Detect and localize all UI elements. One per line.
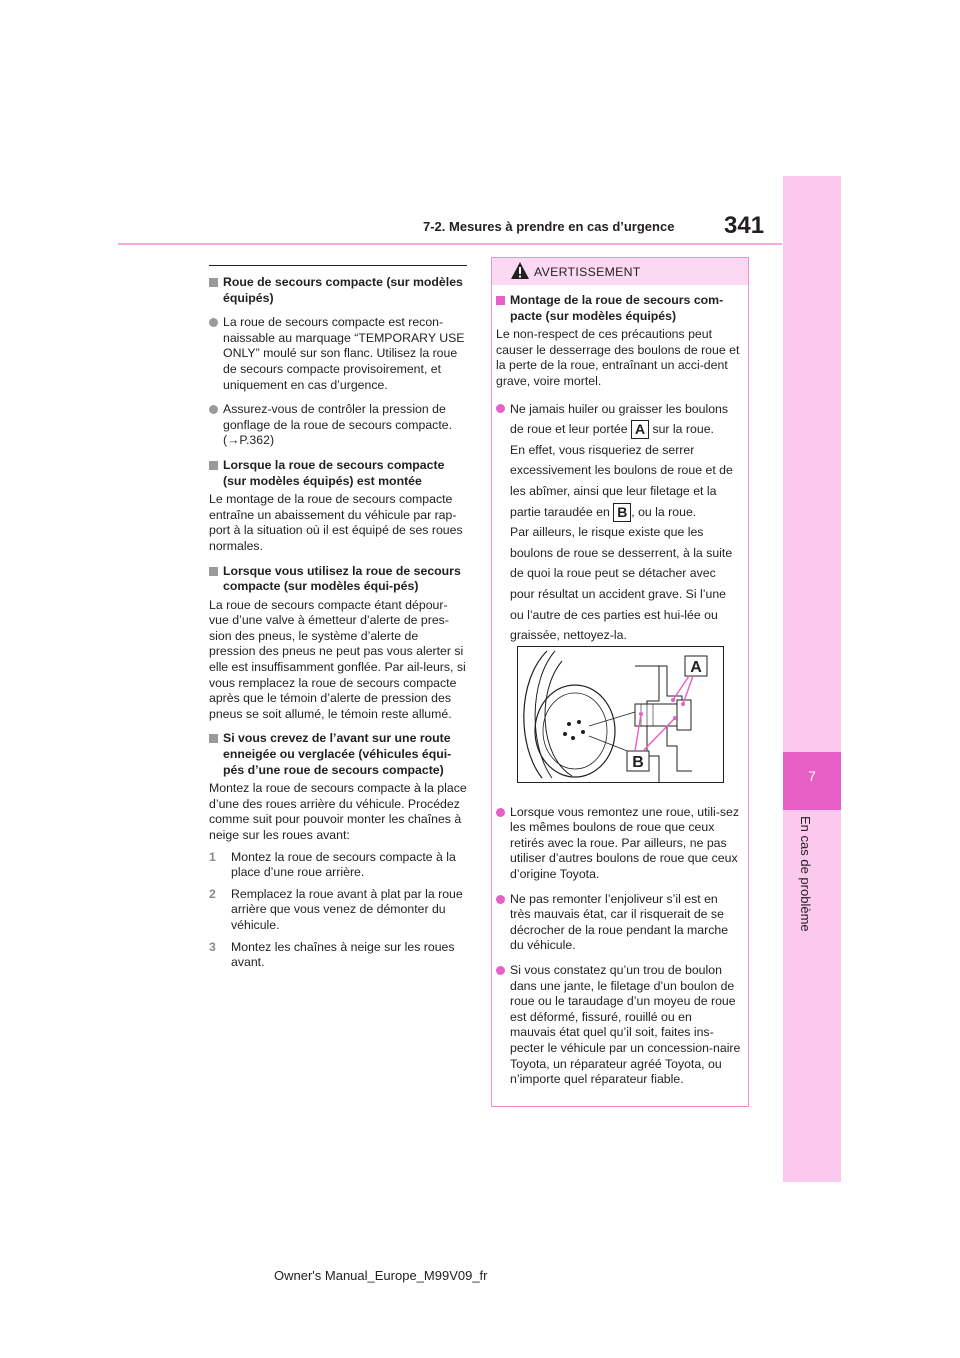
section-title: 7-2. Mesures à prendre en cas d’urgence (423, 219, 675, 234)
step-item (209, 850, 467, 881)
warning-box (491, 257, 749, 1107)
square-bullet-icon (209, 461, 218, 470)
step-number: 1 (209, 849, 216, 864)
paragraph: La roue de secours compacte étant dépour-vue d’une valve à émetteur d’alerte de pres-sion des pneus, le système d’alerte de pression des pneus ne peut pas vous alerter si elle est insuffisamment gonflée. Par ail-leurs, si vous remplacez la roue de secours compacte après que le témoin d’alerte de pression des pneus se soit allumé, le témoin reste allumé. (209, 597, 466, 721)
wheel-bolt-illustration (517, 646, 724, 783)
bullet-dot-icon (496, 966, 505, 975)
diagram-label-a: A (690, 659, 702, 676)
warning-bullet: Lorsque vous remontez une roue, utili-sez les mêmes boulons de roue que ceux retirés avec la roue. Par ailleurs, ne pas utiliser d’autres boulons de roue que ceux d’origine Toyota. (496, 805, 741, 883)
left-column (209, 265, 467, 971)
heading-spare-wheel: Roue de secours compacte (sur modèles équipés) (209, 275, 467, 306)
chapter-number: 7 (808, 768, 816, 784)
diagram-label-b: B (632, 754, 644, 771)
bullet-dot-icon (209, 405, 218, 414)
step-number: 3 (209, 939, 216, 954)
label-a: A (631, 420, 649, 439)
page-number: 341 (724, 212, 765, 239)
warning-bullet: Ne pas remonter l’enjoliveur s’il est en très mauvais état, car il risquerait de se décrocher de la roue pendant la marche du véhicule. (496, 892, 741, 954)
chapter-title: En cas de problème (798, 816, 813, 932)
chapter-side-tab (783, 176, 841, 1182)
square-bullet-icon (496, 296, 505, 305)
warning-heading: Montage de la roue de secours com-pacte (sur modèles équipés) (496, 293, 741, 324)
step-item (209, 940, 467, 971)
warning-triangle-icon (511, 262, 529, 279)
column-rule (209, 265, 467, 266)
step-number: 2 (209, 886, 216, 901)
heading-using-spare: Lorsque vous utilisez la roue de secours compacte (sur modèles équi-pés) (209, 564, 467, 595)
step-text: Montez la roue de secours compacte à la place d’une roue arrière. (231, 849, 456, 880)
paragraph: Montez la roue de secours compacte à la place d’une des roues arrière du véhicule. Procédez comme suit pour pouvoir monter les chaînes à neige sur les roues avant: (209, 781, 467, 842)
label-b: B (613, 503, 631, 522)
heading-snowy-road: Si vous crevez de l’avant sur une route enneigée ou verglacée (véhicules équi-pés d’une roue de secours compacte) (209, 731, 467, 778)
bullet-item: Assurez-vous de contrôler la pression de gonflage de la roue de secours compacte. (→P.362) (209, 402, 467, 449)
square-bullet-icon (209, 567, 218, 576)
bullet-dot-icon (496, 808, 505, 817)
paragraph: Le montage de la roue de secours compacte entraîne un abaissement du véhicule par rap-port à la situation où il est équipé de ses roues normales. (209, 492, 463, 553)
warning-bullet: Si vous constatez qu’un trou de boulon dans une jante, le filetage d’un boulon de roue ou le taraudage d’un moyeu de roue est déformé, fissuré, rouillé ou en mauvais état quel qu’il soit, faites ins-pecter le véhicule par un concession-naire Toyota, un réparateur agréé Toyota, ou n’importe quel réparateur fiable. (496, 963, 741, 1088)
heading-spare-mounted: Lorsque la roue de secours compacte (sur modèles équipés) est montée (209, 458, 467, 489)
step-item (209, 887, 467, 934)
square-bullet-icon (209, 734, 218, 743)
bullet-item: La roue de secours compacte est recon-naissable au marquage “TEMPORARY USE ONLY” moulé sur son flanc. Utilisez la roue de secours compacte provisoirement, et uniquement en cas d’urgence. (209, 315, 467, 393)
warning-bullet: Ne jamais huiler ou graisser les boulons de roue et leur portée A sur la roue. En effet, vous risqueriez de serrer excessivement les boulons de roue et de les abîmer, ainsi que leur filetage et la partie taraudée en B , ou la roue. Par ailleurs, le risque existe que les boulons de roue se desserrent, à la suite de quoi la roue peut se détacher avec pour résultat un accident grave. Si l’une ou l’autre de ces parties est hui-lée ou graissée, nettoyez-la. (496, 399, 741, 646)
footer-doc-id: Owner's Manual_Europe_M99V09_fr (274, 1268, 488, 1283)
bullet-dot-icon (496, 404, 505, 413)
warning-title: AVERTISSEMENT (534, 265, 641, 279)
square-bullet-icon (209, 278, 218, 287)
bullet-dot-icon (209, 318, 218, 327)
bullet-dot-icon (496, 895, 505, 904)
warning-intro: Le non-respect de ces précautions peut causer le desserrage des boulons de roue et la perte de la roue, entraînant un acci-dent grave, voire mortel. (496, 327, 740, 388)
header-rule (118, 243, 782, 245)
step-text: Remplacez la roue avant à plat par la roue arrière que vous venez de démonter du véhicule. (231, 886, 463, 932)
step-text: Montez les chaînes à neige sur les roues avant. (231, 939, 455, 970)
warning-header (492, 258, 748, 285)
